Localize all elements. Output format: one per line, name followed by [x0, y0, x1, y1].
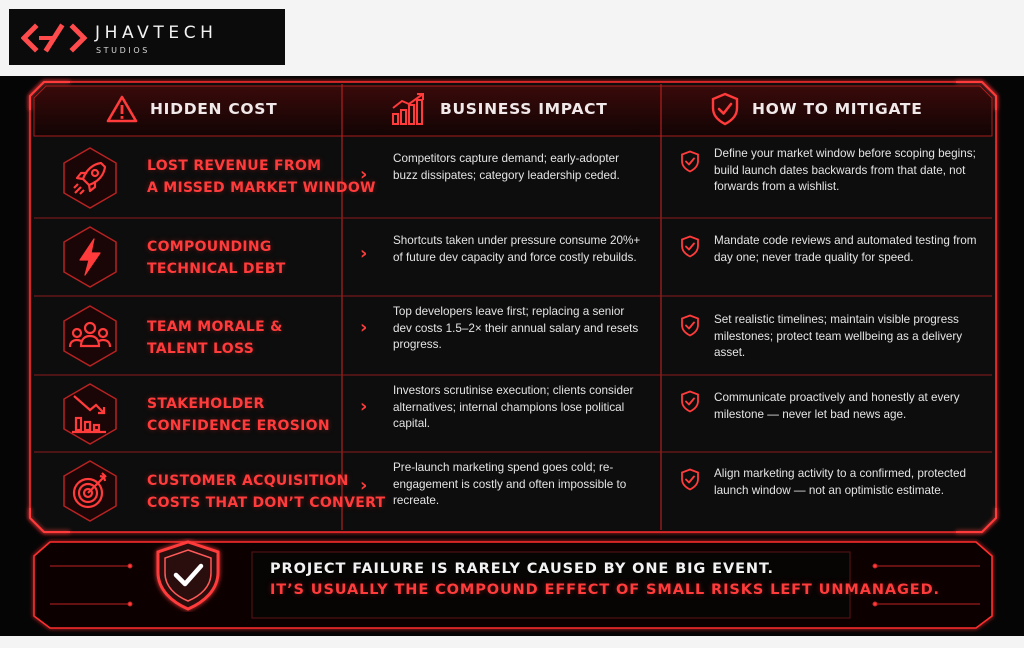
table-row	[0, 452, 1024, 532]
mitigate-text: Communicate proactively and honestly at every milestone — never let bad news age.	[714, 391, 960, 421]
header-business-impact-label: BUSINESS IMPACT	[440, 100, 608, 118]
chevron-right-icon: ›	[360, 396, 368, 417]
team-icon	[58, 304, 122, 368]
row-title	[147, 470, 385, 514]
row-title-line1: STAKEHOLDER	[147, 396, 265, 412]
table-row	[0, 375, 1024, 452]
chevron-right-icon: ›	[360, 164, 368, 185]
shield-check-icon	[680, 468, 700, 491]
brand-title: JHAVTECH	[95, 23, 218, 43]
table-row	[0, 296, 1024, 375]
mitigate-text: Align marketing activity to a confirmed, protected launch window — not an optimistic estimate.	[714, 467, 967, 497]
target-icon	[58, 459, 122, 523]
table-row	[0, 218, 1024, 296]
row-title-line1: CUSTOMER ACQUISITION	[147, 473, 349, 489]
bar-chart-icon	[390, 92, 428, 126]
chevron-right-icon: ›	[360, 243, 368, 264]
mitigate-text: Define your market window before scoping begins; build launch dates backwards from that date, not forwards from a wishlist.	[714, 147, 976, 193]
declining-chart-icon	[58, 382, 122, 446]
header-how-to-mitigate	[710, 82, 923, 136]
row-title-line2: TECHNICAL DEBT	[147, 261, 286, 277]
mitigate-text: Mandate code reviews and automated testing from day one; never trade quality for speed.	[714, 234, 977, 264]
row-title-line2: TALENT LOSS	[147, 341, 255, 357]
row-title-line2: CONFIDENCE EROSION	[147, 418, 330, 434]
shield-check-icon	[680, 235, 700, 258]
shield-check-icon	[710, 92, 740, 126]
header-hidden-cost-label: HIDDEN COST	[150, 100, 278, 118]
shield-check-icon	[680, 150, 700, 173]
row-title-line2: A MISSED MARKET WINDOW	[147, 180, 376, 196]
bottom-band	[0, 636, 1024, 648]
header-business-impact	[390, 82, 608, 136]
row-title	[147, 316, 283, 360]
shield-check-icon	[150, 538, 226, 612]
row-title	[147, 236, 286, 280]
chevron-right-icon: ›	[360, 475, 368, 496]
row-title-line1: COMPOUNDING	[147, 239, 272, 255]
table-row	[0, 137, 1024, 218]
row-title	[147, 155, 376, 199]
impact-text: Pre-launch marketing spend goes cold; re-engagement is costly and often impossible to recreate.	[393, 461, 627, 507]
impact-text: Shortcuts taken under pressure consume 20%+ of future dev capacity and force costly rebuilds.	[393, 234, 641, 264]
lightning-icon	[58, 225, 122, 289]
row-title-line1: TEAM MORALE &	[147, 319, 283, 335]
footer-statement: PROJECT FAILURE IS RARELY CAUSED BY ONE BIG EVENT.	[270, 561, 774, 577]
impact-text: Investors scrutinise execution; clients consider alternatives; internal champions lose political capital.	[393, 384, 634, 430]
mitigate-text: Set realistic timelines; maintain visible progress milestones; protect team wellbeing as a delivery asset.	[714, 313, 963, 359]
warning-icon	[106, 94, 138, 124]
header-how-to-mitigate-label: HOW TO MITIGATE	[752, 100, 923, 118]
impact-text: Competitors capture demand; early-adopter buzz dissipates; category leadership ceded.	[393, 152, 620, 182]
chevron-right-icon: ›	[360, 317, 368, 338]
footer-highlight: IT’S USUALLY THE COMPOUND EFFECT OF SMALL RISKS LEFT UNMANAGED.	[270, 582, 940, 598]
row-title	[147, 393, 330, 437]
brand-subtitle: STUDIOS	[96, 46, 150, 55]
header-hidden-cost	[106, 82, 277, 136]
row-title-line2: COSTS THAT DON’T CONVERT	[147, 495, 386, 511]
shield-check-icon	[680, 390, 700, 413]
row-title-line1: LOST REVENUE FROM	[147, 158, 322, 174]
impact-text: Top developers leave first; replacing a senior dev costs 1.5–2× their annual salary and resets progress.	[393, 305, 639, 351]
rocket-icon	[58, 146, 122, 210]
shield-check-icon	[680, 314, 700, 337]
